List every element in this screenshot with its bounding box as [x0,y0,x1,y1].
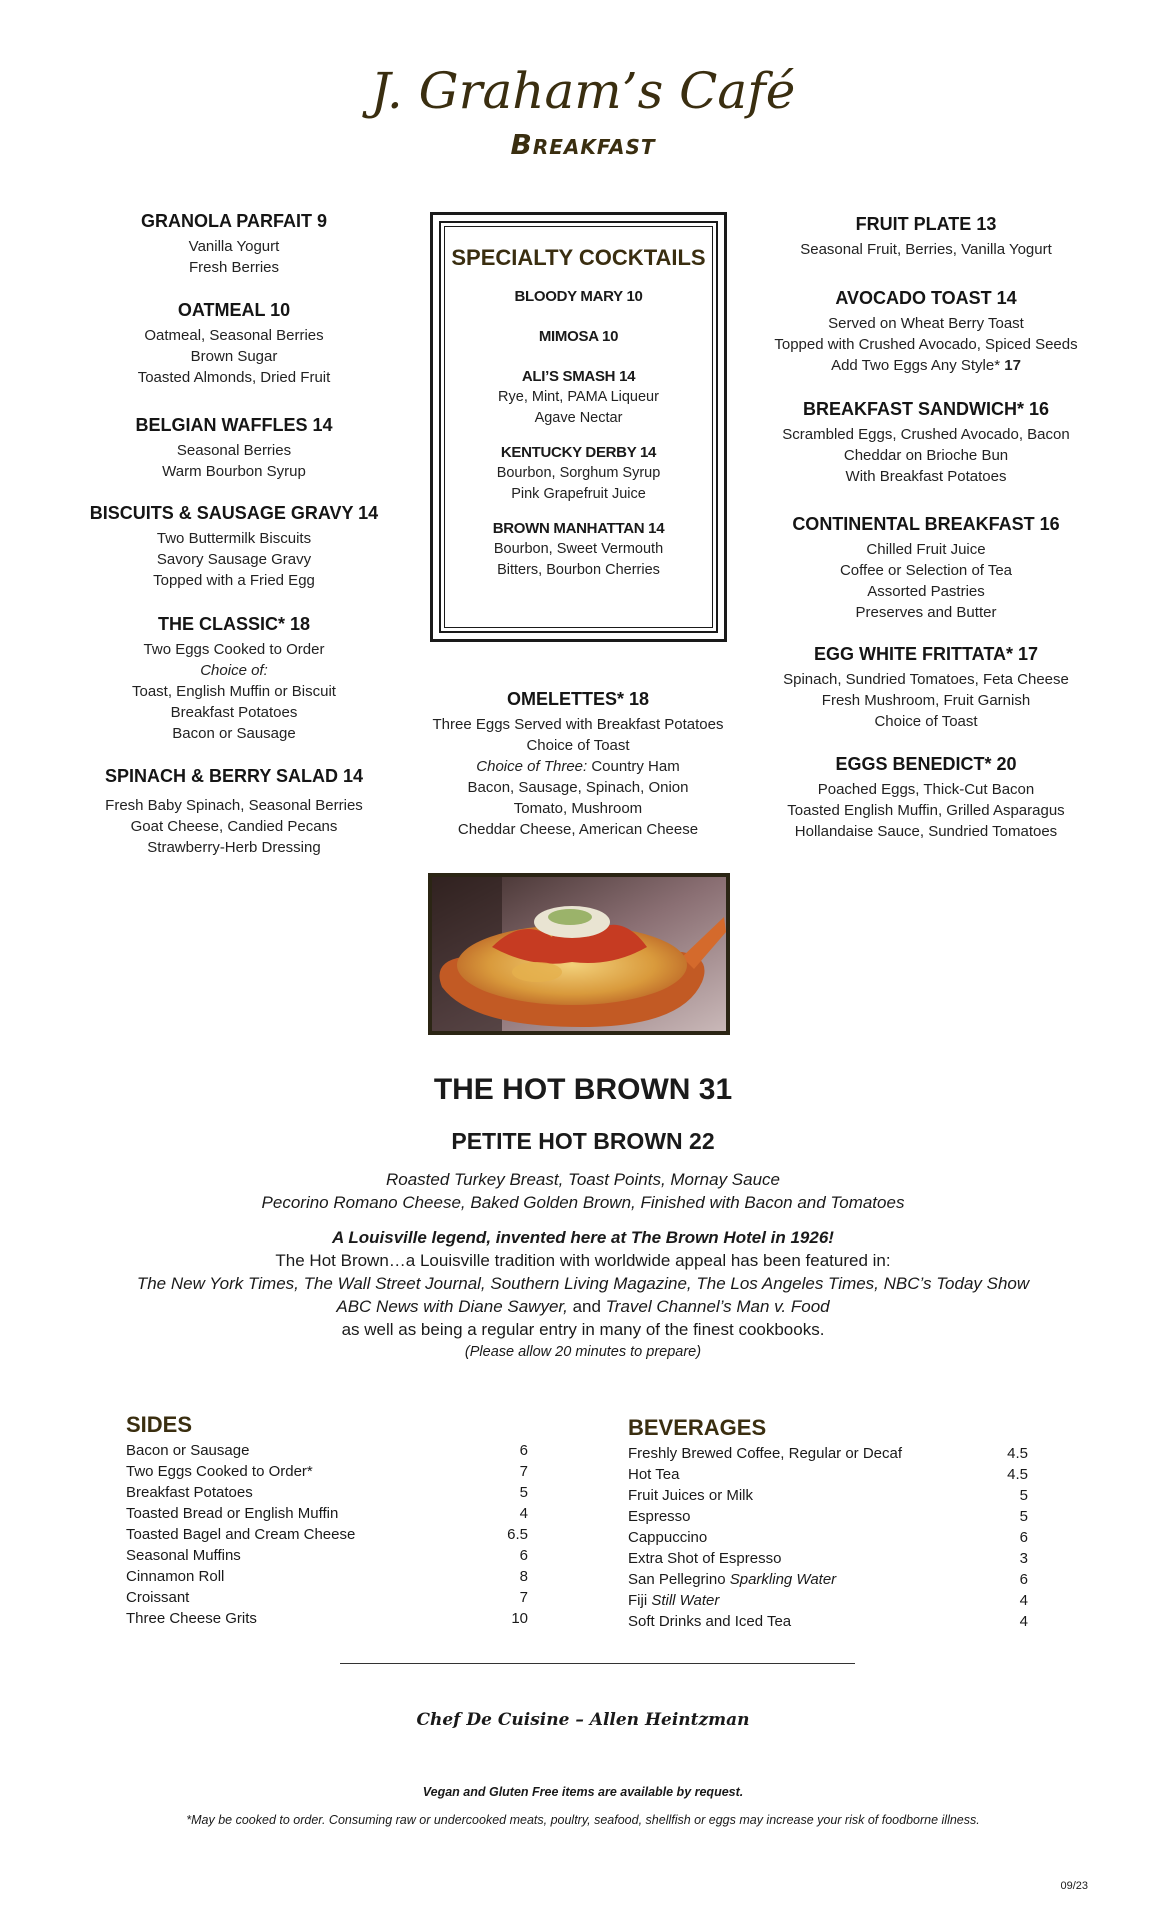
cocktail-name: MIMOSA 10 [538,328,619,345]
item-line: Strawberry-Herb Dressing [147,839,321,856]
list-item [628,1590,1028,1611]
item-line: Brown Sugar [190,348,278,365]
beverage-name [628,1590,719,1611]
item-line: Fresh Berries [188,259,280,276]
side-price: 6 [519,1442,528,1459]
side-price: 5 [519,1484,528,1501]
side-name: Cinnamon Roll [126,1568,225,1585]
item-line: Coffee or Selection of Tea [839,562,1013,579]
side-name: Toasted Bread or English Muffin [126,1505,339,1522]
story-line: The Hot Brown…a Louisville tradition with worldwide appeal has been featured in: [275,1251,891,1270]
item-line: Assorted Pastries [867,583,985,600]
item-line: Breakfast Potatoes [170,704,298,721]
beverage-price: 4 [1019,1592,1028,1609]
item-name: BISCUITS & SAUSAGE GRAVY 14 [89,503,379,523]
item-line: Hollandaise Sauce, Sundried Tomatoes [794,823,1058,840]
item-omelettes [410,688,746,840]
legend-line: A Louisville legend, invented here at The Brown Hotel in 1926! [332,1228,834,1247]
cocktail-name: ALI’S SMASH 14 [521,368,636,385]
item-line: Warm Bourbon Syrup [162,463,306,480]
cocktail-line: Rye, Mint, PAMA Liqueur [498,389,659,405]
item-line: Topped with Crushed Avocado, Spiced Seeds [774,336,1078,353]
story-line: The New York Times, The Wall Street Journal, Southern Living Magazine, The Los Angeles Times, NBC’s Today Show [136,1274,1030,1293]
item-line: Seasonal Fruit, Berries, Vanilla Yogurt [800,241,1052,258]
side-price: 7 [519,1463,528,1480]
cocktail-name: BLOODY MARY 10 [514,288,643,305]
item-name: AVOCADO TOAST 14 [835,288,1017,308]
item-eggs-benedict [758,753,1094,842]
add-eggs-label: Add Two Eggs Any Style* [831,357,1001,374]
item-name: BREAKFAST SANDWICH* 16 [802,399,1050,419]
item-line: Toast, English Muffin or Biscuit [132,683,336,700]
item-name: EGGS BENEDICT* 20 [835,754,1017,774]
cocktail-line: Agave Nectar [534,410,623,426]
story-line [0,1295,1166,1318]
side-name: Bacon or Sausage [126,1442,250,1459]
beverage-italic: Sparkling Water [729,1571,837,1588]
hot-brown-dish-photo [428,873,730,1035]
sides-title: SIDES [126,1412,193,1437]
item-line: Served on Wheat Berry Toast [828,315,1024,332]
side-price: 6 [519,1547,528,1564]
item-egg-white-frittata [758,643,1094,732]
item-belgian-waffles [78,414,390,482]
chef-credit: Chef De Cuisine – Allen Heintzman [416,1710,750,1730]
side-price: 6.5 [507,1526,528,1543]
beverage-label: Hot Tea [628,1466,680,1483]
item-line: Fresh Baby Spinach, Seasonal Berries [105,797,363,814]
cocktails-title: SPECIALTY COCKTAILS [451,245,706,270]
item-name: EGG WHITE FRITTATA* 17 [814,644,1038,664]
beverage-label: Espresso [628,1508,691,1525]
choice-rest: Country Ham [587,758,680,775]
list-item [126,1587,528,1608]
sides-section [126,1412,528,1629]
choice-label: Choice of Three: [476,758,588,775]
foodborne-warning: *May be cooked to order. Consuming raw or undercooked meats, poultry, seafood, shellfish or eggs may increase your risk of foodborne illness. [186,1813,980,1827]
cocktails-box [430,212,727,642]
item-line: Tomato, Mushroom [513,800,643,817]
petite-hot-brown-title: PETITE HOT BROWN 22 [451,1128,715,1154]
story-travel: Travel Channel’s Man v. Food [605,1297,830,1316]
add-eggs-price: 17 [1004,357,1021,374]
item-name: OATMEAL 10 [177,300,291,320]
beverage-label: Freshly Brewed Coffee, Regular or Decaf [628,1445,903,1462]
list-item [126,1566,528,1587]
beverage-label: Fruit Juices or Milk [628,1487,754,1504]
item-oatmeal [78,299,390,388]
item-line: With Breakfast Potatoes [845,468,1007,485]
menu-subtitle: Breakfast [510,128,656,161]
list-item [628,1443,1028,1464]
dish-illustration-icon [432,877,726,1031]
list-item [126,1440,528,1461]
list-item [628,1485,1028,1506]
item-line: Bacon, Sausage, Spinach, Onion [467,779,689,796]
beverage-price: 4 [1019,1613,1028,1630]
item-avocado-toast [748,287,1104,376]
item-line: Toasted English Muffin, Grilled Asparagus [787,802,1065,819]
dietary-note: Vegan and Gluten Free items are available by request. [422,1785,744,1799]
beverage-price: 4.5 [1007,1445,1028,1462]
item-line: Toasted Almonds, Dried Fruit [137,369,331,386]
story-and: and [567,1297,606,1316]
list-item [628,1569,1028,1590]
list-item [126,1503,528,1524]
item-line: Two Buttermilk Biscuits [156,530,312,547]
list-item [628,1548,1028,1569]
item-name: SPINACH & BERRY SALAD 14 [104,766,364,786]
beverage-name [628,1611,791,1632]
item-continental-breakfast [758,513,1094,623]
side-price: 8 [519,1568,528,1585]
list-item [628,1506,1028,1527]
beverage-label: San Pellegrino [628,1571,730,1588]
item-the-classic [78,613,390,744]
item-name: CONTINENTAL BREAKFAST 16 [792,514,1060,534]
item-line: Chilled Fruit Juice [866,541,986,558]
item-line: Three Eggs Served with Breakfast Potatoes [432,716,724,733]
item-name: BELGIAN WAFFLES 14 [135,415,333,435]
beverage-name [628,1548,781,1569]
beverages-title: BEVERAGES [628,1415,767,1440]
hot-brown-title: THE HOT BROWN 31 [433,1073,733,1106]
side-name: Three Cheese Grits [126,1610,257,1627]
list-item [126,1524,528,1545]
beverage-name [628,1527,707,1548]
cocktail-line: Bitters, Bourbon Cherries [497,562,660,578]
beverage-name [628,1569,836,1590]
beverage-name [628,1464,679,1485]
beverage-name [628,1506,691,1527]
item-name: THE CLASSIC* 18 [157,614,311,634]
item-line: Topped with a Fried Egg [153,572,315,589]
list-item [628,1464,1028,1485]
list-item [126,1482,528,1503]
beverage-label: Extra Shot of Espresso [628,1550,782,1567]
restaurant-title: J. Graham’s Café [370,62,796,120]
item-name: FRUIT PLATE 13 [855,214,997,234]
item-line: Choice of Toast [526,737,630,754]
item-line: Spinach, Sundried Tomatoes, Feta Cheese [783,671,1069,688]
story-line: as well as being a regular entry in many of the finest cookbooks. [341,1320,825,1339]
list-item [126,1545,528,1566]
item-line: Cheddar on Brioche Bun [843,447,1009,464]
list-item [126,1608,528,1629]
item-line: Poached Eggs, Thick-Cut Bacon [817,781,1035,798]
desc-line: Roasted Turkey Breast, Toast Points, Mornay Sauce [385,1170,781,1189]
beverage-price: 6 [1019,1571,1028,1588]
beverage-name [628,1485,753,1506]
item-fruit-plate [758,213,1094,260]
item-line [748,355,1104,376]
list-item [628,1527,1028,1548]
beverage-italic: Still Water [651,1592,720,1609]
menu-date: 09/23 [1060,1880,1088,1892]
item-line: Fresh Mushroom, Fruit Garnish [821,692,1031,709]
item-line: Goat Cheese, Candied Pecans [130,818,338,835]
side-name: Seasonal Muffins [126,1547,241,1564]
item-line: Choice of: [200,662,268,679]
cocktails-inner-frame [439,221,718,633]
side-price: 10 [511,1610,528,1627]
side-price: 7 [519,1589,528,1606]
prep-note: (Please allow 20 minutes to prepare) [464,1344,702,1360]
item-name: GRANOLA PARFAIT 9 [140,211,327,231]
item-breakfast-sandwich [758,398,1094,487]
item-line: Two Eggs Cooked to Order [143,641,325,658]
beverage-price: 5 [1019,1508,1028,1525]
item-name: OMELETTES* 18 [506,689,650,709]
story-abc: ABC News with Diane Sawyer, [336,1297,568,1316]
desc-line: Pecorino Romano Cheese, Baked Golden Brown, Finished with Bacon and Tomatoes [261,1193,905,1212]
cocktail-line: Pink Grapefruit Juice [511,486,646,502]
divider [340,1663,855,1664]
item-line: Cheddar Cheese, American Cheese [457,821,699,838]
list-item [126,1461,528,1482]
beverage-label: Soft Drinks and Iced Tea [628,1613,792,1630]
side-name: Croissant [126,1589,190,1606]
item-line: Bacon or Sausage [172,725,296,742]
cocktail-line: Bourbon, Sweet Vermouth [493,541,664,557]
beverage-name [628,1443,902,1464]
item-line: Oatmeal, Seasonal Berries [144,327,324,344]
cocktail-name: KENTUCKY DERBY 14 [500,444,657,461]
beverage-label: Fiji [628,1592,652,1609]
item-spinach-salad [78,765,390,858]
beverage-price: 3 [1019,1550,1028,1567]
side-name: Two Eggs Cooked to Order* [126,1463,313,1480]
item-line: Vanilla Yogurt [188,238,280,255]
beverages-section [628,1415,1028,1632]
cocktail-name: BROWN MANHATTAN 14 [492,520,665,537]
cocktail-line: Bourbon, Sorghum Syrup [496,465,661,481]
item-line: Savory Sausage Gravy [156,551,312,568]
beverage-price: 4.5 [1007,1466,1028,1483]
side-price: 4 [519,1505,528,1522]
side-name: Toasted Bagel and Cream Cheese [126,1526,356,1543]
item-line: Choice of Toast [874,713,978,730]
hot-brown-description [0,1168,1166,1364]
item-granola [78,210,390,278]
item-line: Seasonal Berries [176,442,292,459]
side-name: Breakfast Potatoes [126,1484,253,1501]
beverage-price: 6 [1019,1529,1028,1546]
beverage-price: 5 [1019,1487,1028,1504]
item-biscuits-gravy [70,502,398,591]
list-item [628,1611,1028,1632]
beverage-label: Cappuccino [628,1529,708,1546]
item-line [410,756,746,777]
item-line: Scrambled Eggs, Crushed Avocado, Bacon [782,426,1070,443]
item-line: Preserves and Butter [855,604,997,621]
